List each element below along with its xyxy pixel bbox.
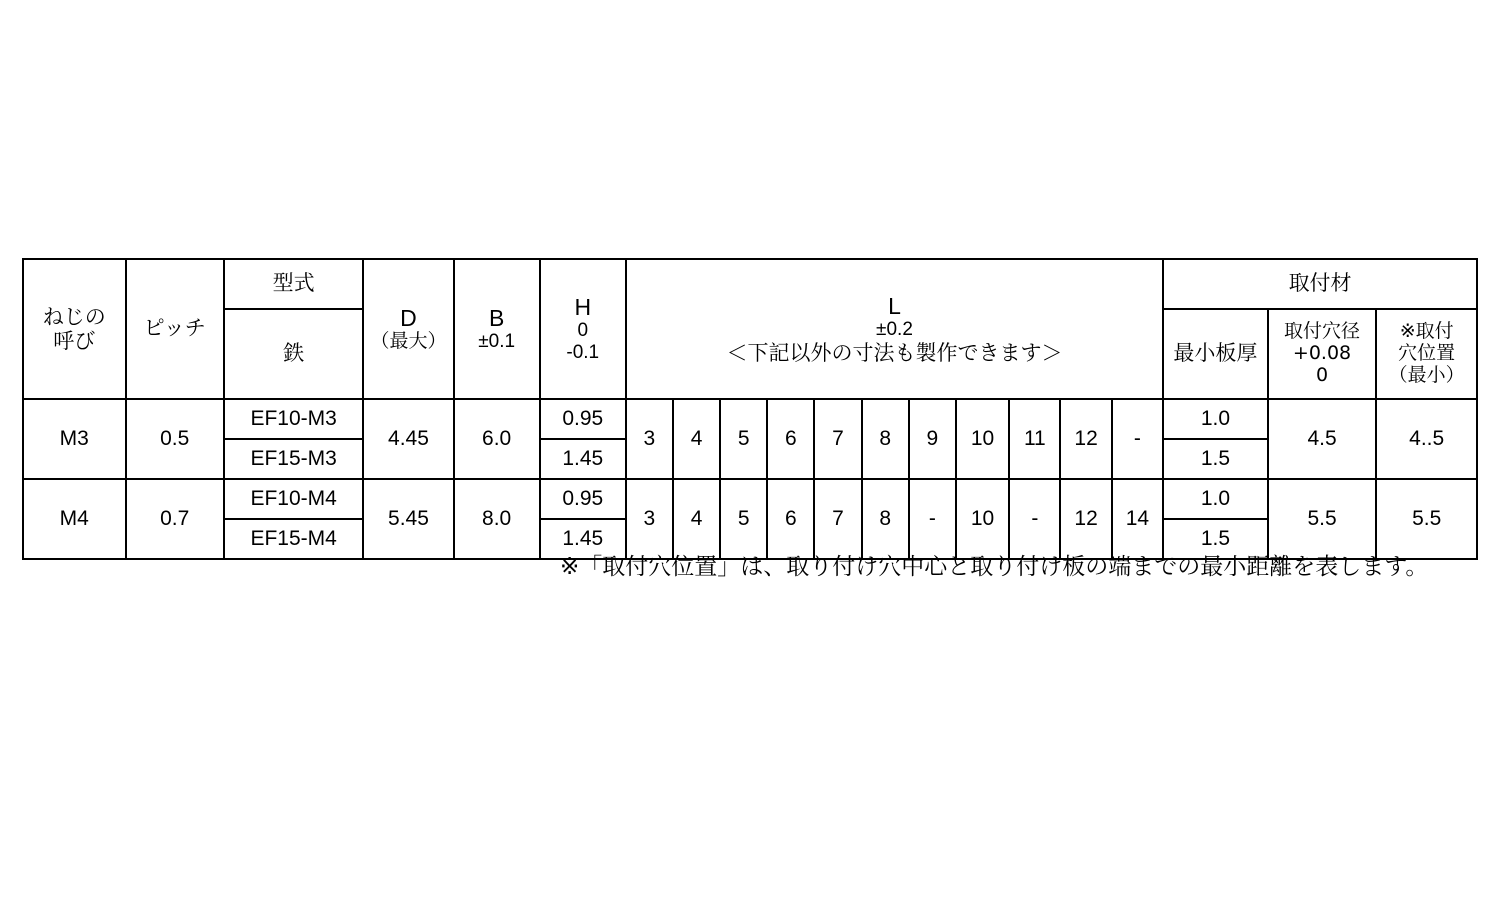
table-row bbox=[23, 399, 1477, 439]
header-screw-name bbox=[23, 259, 126, 399]
header-screw-name-line2: 呼び bbox=[53, 329, 96, 353]
header-mount-hole-pos-line1: ※取付 bbox=[1399, 320, 1454, 343]
cell-l-4: 6 bbox=[767, 479, 814, 559]
cell-mount-hole-dia: 4.5 bbox=[1268, 399, 1377, 479]
header-b bbox=[454, 259, 540, 399]
header-h-label: H bbox=[574, 293, 592, 320]
header-min-plate-thickness: 最小板厚 bbox=[1163, 309, 1268, 399]
header-pitch: ピッチ bbox=[126, 259, 224, 399]
cell-l-10: 12 bbox=[1060, 399, 1111, 479]
header-mount-hole-dia-line2: +0.08 bbox=[1292, 342, 1352, 365]
header-mount-hole-dia-line1: 取付穴径 bbox=[1284, 320, 1361, 343]
cell-l-7: 9 bbox=[909, 399, 956, 479]
cell-mount-hole-dia: 5.5 bbox=[1268, 479, 1377, 559]
cell-l-2: 4 bbox=[673, 479, 720, 559]
cell-h: 1.45 bbox=[540, 439, 626, 479]
cell-l-6: 8 bbox=[862, 399, 909, 479]
cell-l-2: 4 bbox=[673, 399, 720, 479]
header-mount-hole-pos-line2: 穴位置 bbox=[1398, 342, 1456, 365]
cell-l-1: 3 bbox=[626, 399, 673, 479]
cell-model: EF10-M3 bbox=[224, 399, 363, 439]
cell-l-5: 7 bbox=[814, 399, 861, 479]
header-b-sub: ±0.1 bbox=[478, 331, 516, 353]
header-h-sub-upper: 0 bbox=[577, 320, 589, 342]
table-row bbox=[23, 479, 1477, 519]
cell-min-plate: 1.5 bbox=[1163, 519, 1268, 559]
cell-model: EF10-M4 bbox=[224, 479, 363, 519]
header-d-label: D bbox=[400, 304, 417, 331]
header-screw-name-line1: ねじの bbox=[42, 304, 106, 329]
cell-l-8: 10 bbox=[956, 399, 1009, 479]
header-l-sub: ±0.2 bbox=[876, 319, 913, 341]
cell-l-5: 7 bbox=[814, 479, 861, 559]
cell-l-4: 6 bbox=[767, 399, 814, 479]
header-mount-hole-pos bbox=[1376, 309, 1477, 399]
cell-pitch: 0.7 bbox=[126, 479, 224, 559]
cell-l-3: 5 bbox=[720, 399, 767, 479]
specification-table bbox=[22, 258, 1478, 560]
cell-pitch: 0.5 bbox=[126, 399, 224, 479]
header-d-sub: （最大） bbox=[370, 330, 447, 353]
cell-h: 0.95 bbox=[540, 479, 626, 519]
cell-min-plate: 1.5 bbox=[1163, 439, 1268, 479]
cell-mount-hole-pos: 5.5 bbox=[1376, 479, 1477, 559]
cell-min-plate: 1.0 bbox=[1163, 399, 1268, 439]
header-l-note: ＜下記以外の寸法も製作できます＞ bbox=[726, 341, 1063, 366]
cell-l-3: 5 bbox=[720, 479, 767, 559]
cell-model: EF15-M4 bbox=[224, 519, 363, 559]
cell-l-11: - bbox=[1112, 399, 1163, 479]
header-mount-hole-pos-line3: （最小） bbox=[1388, 363, 1465, 386]
header-mount-hole-dia bbox=[1268, 309, 1377, 399]
header-mount-hole-dia-line3: 0 bbox=[1315, 363, 1329, 386]
header-d bbox=[363, 259, 453, 399]
footnote: ※「取付穴位置」は、取り付け穴中心と取り付け板の端までの最小距離を表します。 bbox=[560, 554, 1429, 580]
cell-l-10: 12 bbox=[1060, 479, 1111, 559]
cell-l-9: - bbox=[1009, 479, 1060, 559]
cell-l-1: 3 bbox=[626, 479, 673, 559]
cell-h: 0.95 bbox=[540, 399, 626, 439]
header-h bbox=[540, 259, 626, 399]
cell-l-8: 10 bbox=[956, 479, 1009, 559]
cell-l-6: 8 bbox=[862, 479, 909, 559]
cell-model: EF15-M3 bbox=[224, 439, 363, 479]
cell-min-plate: 1.0 bbox=[1163, 479, 1268, 519]
header-row-1 bbox=[23, 259, 1477, 309]
header-l bbox=[626, 259, 1163, 399]
cell-d: 5.45 bbox=[363, 479, 453, 559]
header-l-label: L bbox=[888, 292, 901, 319]
cell-d: 4.45 bbox=[363, 399, 453, 479]
cell-b: 8.0 bbox=[454, 479, 540, 559]
header-b-label: B bbox=[488, 304, 505, 331]
cell-screw-name: M4 bbox=[23, 479, 126, 559]
header-mount-material: 取付材 bbox=[1163, 259, 1477, 309]
cell-screw-name: M3 bbox=[23, 399, 126, 479]
header-h-sub-lower: -0.1 bbox=[566, 342, 600, 364]
cell-l-9: 11 bbox=[1009, 399, 1060, 479]
cell-h: 1.45 bbox=[540, 519, 626, 559]
cell-l-7: - bbox=[909, 479, 956, 559]
header-model-type: 型式 bbox=[224, 259, 363, 309]
spec-table-container bbox=[22, 258, 1478, 560]
cell-b: 6.0 bbox=[454, 399, 540, 479]
cell-mount-hole-pos: 4..5 bbox=[1376, 399, 1477, 479]
cell-l-11: 14 bbox=[1112, 479, 1163, 559]
header-material: 鉄 bbox=[224, 309, 363, 399]
